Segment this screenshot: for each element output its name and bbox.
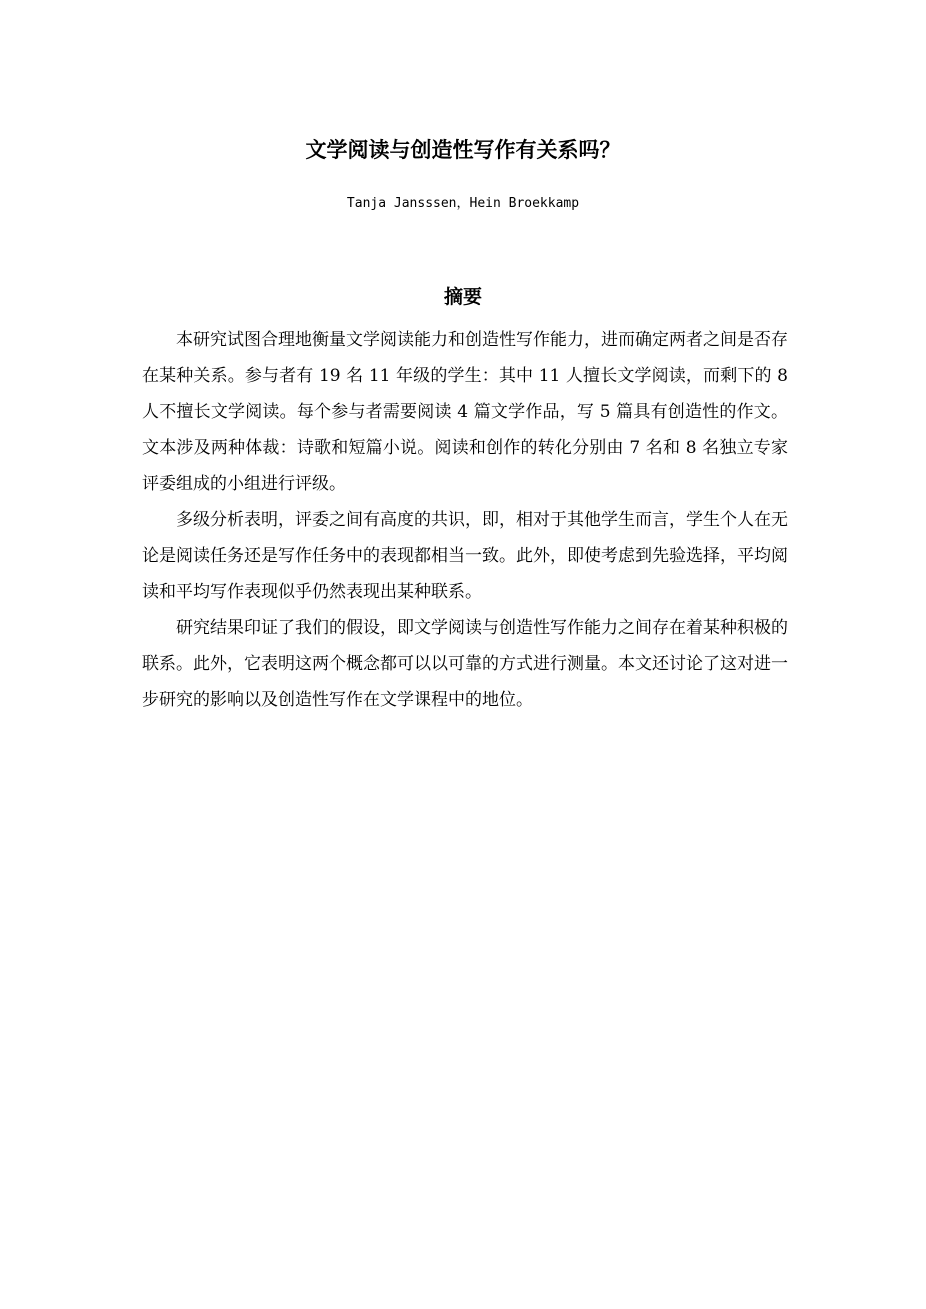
abstract-paragraph-1: 本研究试图合理地衡量文学阅读能力和创造性写作能力，进而确定两者之间是否存在某种关系。参与者有 19 名 11 年级的学生：其中 11 人擅长文学阅读，而剩下的 8 人不擅长文学阅读。每个参与者需要阅读 4 篇文学作品，写 5 篇具有创造性的作文。文本涉及两种体裁：诗歌和短篇小说。阅读和创作的转化分别由 7 名和 8 名独立专家评委组成的小组进行评级。 xyxy=(142,330,788,494)
abstract-paragraph-2: 多级分析表明，评委之间有高度的共识，即，相对于其他学生而言，学生个人在无论是阅读任务还是写作任务中的表现都相当一致。此外，即使考虑到先验选择，平均阅读和平均写作表现似乎仍然表现出某种联系。 xyxy=(142,510,788,602)
abstract-paragraph-3: 研究结果印证了我们的假设，即文学阅读与创造性写作能力之间存在着某种积极的联系。此外，它表明这两个概念都可以以可靠的方式进行测量。本文还讨论了这对进一步研究的影响以及创造性写作在文学课程中的地位。 xyxy=(142,618,788,710)
author-line: Tanja Jansssen，Hein Broekkamp xyxy=(346,196,580,211)
abstract-heading: 摘要 xyxy=(443,286,482,308)
paper-title: 文学阅读与创造性写作有关系吗？ xyxy=(305,138,621,162)
abstract-body xyxy=(142,322,788,718)
